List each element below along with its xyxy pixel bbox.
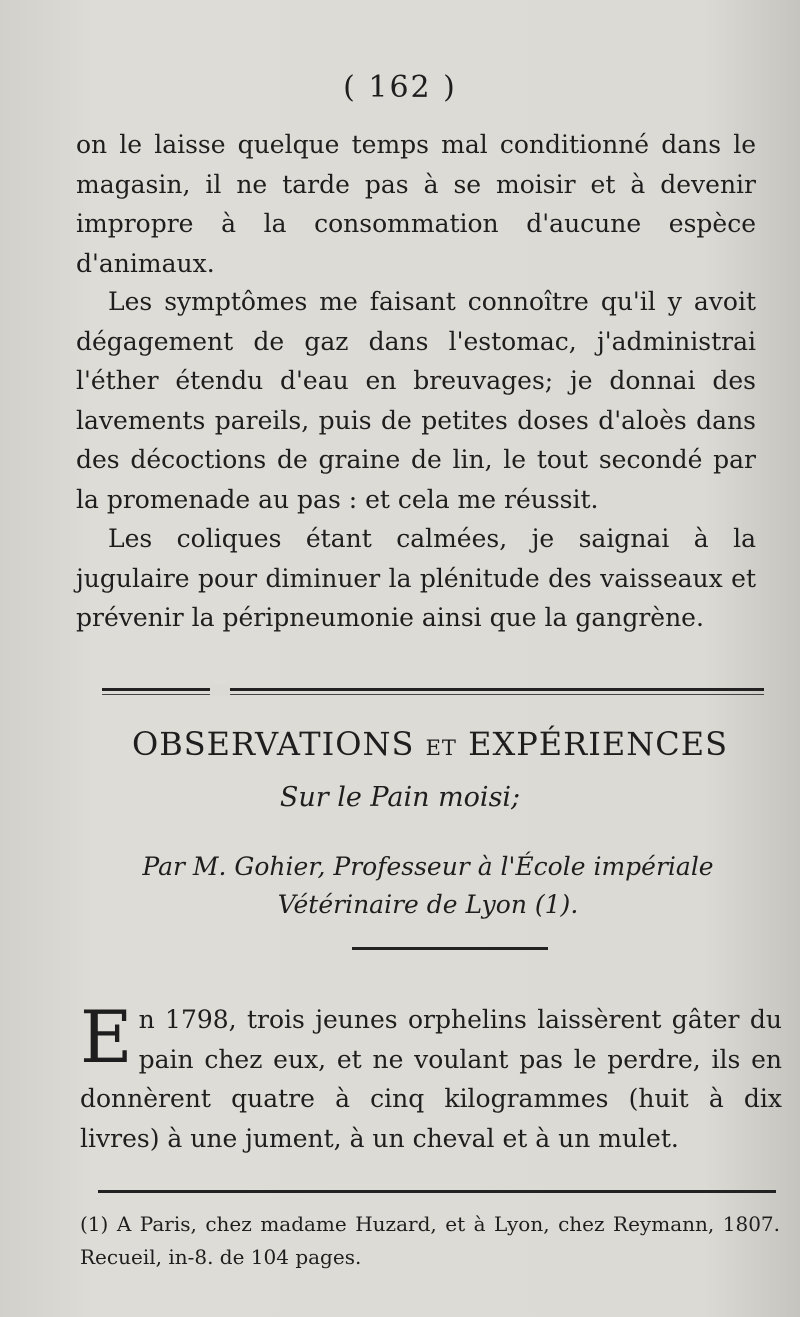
title-observations: OBSERVATIONS — [132, 725, 415, 763]
section-subtitle: Sur le Pain moisi; — [279, 782, 521, 813]
title-connector: ET — [425, 736, 457, 760]
divider-gap — [210, 684, 230, 696]
footnote-rule — [98, 1190, 776, 1193]
continuation-paragraph: on le laisse quelque temps mal conditionné dans le magasin, il ne tarde pas à se moisir et à devenir impropre à la consommation d'aucune espèce d'animaux. — [76, 130, 756, 278]
colic-paragraph: Les coliques étant calmées, je saignai à la jugulaire pour diminuer la plénitude des vaisseaux et prévenir la péripneumonie ainsi que la gangrène. — [76, 524, 756, 632]
title-underline-rule — [352, 947, 548, 950]
title-experiences: EXPÉRIENCES — [468, 725, 728, 763]
section-divider — [102, 688, 764, 695]
footnote: (1) A Paris, chez madame Huzard, et à Lyon, chez Reymann, 1807. Recueil, in-8. de 104 pages. — [80, 1212, 780, 1269]
article-first-paragraph: n 1798, trois jeunes orphelins laissèrent gâter du pain chez eux, et ne voulant pas le perdre, ils en donnèrent quatre à cinq kilogrammes (huit à dix livres) à une jument, à un cheval et à un mulet. — [80, 1005, 782, 1153]
observation-text-block — [76, 282, 756, 638]
article-opening — [80, 995, 782, 1158]
author-byline: Par M. Gohier, Professeur à l'École impériale Vétérinaire de Lyon (1). — [142, 852, 714, 919]
drop-cap: E — [80, 995, 133, 1079]
symptoms-paragraph: Les symptômes me faisant connoître qu'il y avoit dégagement de gaz dans l'estomac, j'administrai l'éther étendu d'eau en breuvages; je donnai des lavements pareils, puis de petites doses d'aloès dans des décoctions de graine de lin, le tout secondé par la promenade au pas : et cela me réussit. — [76, 287, 756, 514]
section-title — [100, 725, 760, 763]
page-number: ( 162 ) — [343, 70, 457, 105]
